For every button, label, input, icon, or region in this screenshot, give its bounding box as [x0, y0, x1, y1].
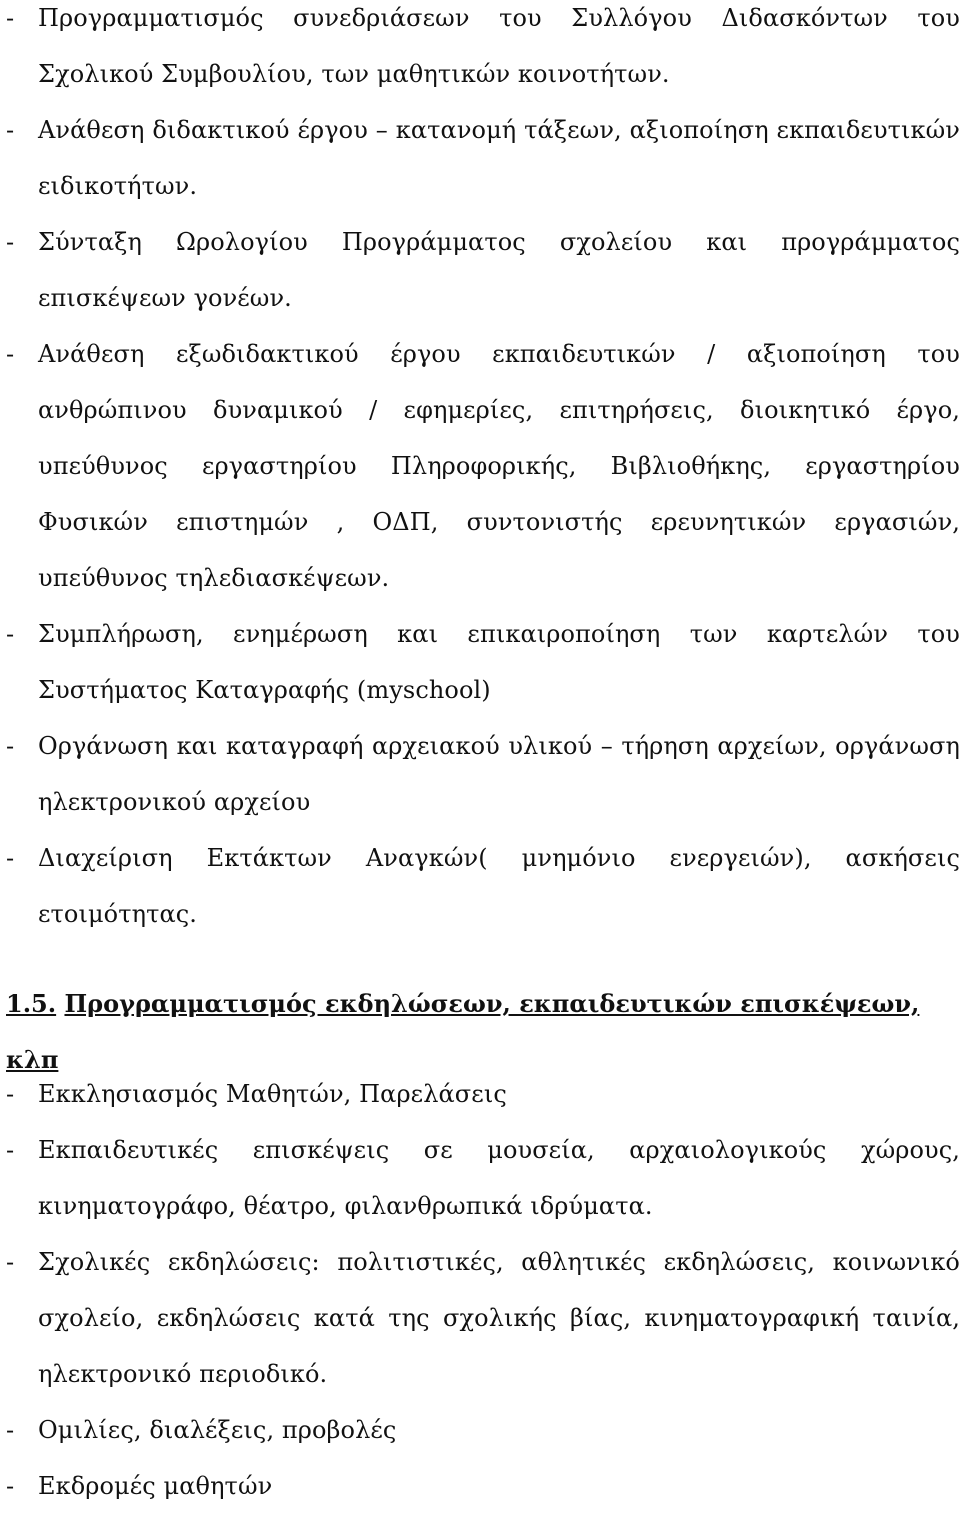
bullet-dash: -: [6, 620, 15, 648]
list-item: [0, 102, 960, 214]
list-item-text: Διαχείριση Εκτάκτων Αναγκών( μνημόνιο ενεργειών), ασκήσεις ετοιμότητας.: [38, 844, 960, 928]
list-item: [0, 1066, 960, 1122]
list-item: [0, 214, 960, 326]
list-item: [0, 1122, 960, 1234]
bullet-dash: -: [6, 732, 15, 760]
task-list-bottom: [0, 1066, 960, 1514]
bullet-dash: -: [6, 1472, 15, 1500]
bullet-dash: -: [6, 116, 15, 144]
list-item: [0, 718, 960, 830]
list-item: [0, 830, 960, 942]
bullet-dash: -: [6, 228, 15, 256]
list-item: [0, 1402, 960, 1458]
list-item-text: Σχολικές εκδηλώσεις: πολιτιστικές, αθλητικές εκδηλώσεις, κοινωνικό σχολείο, εκδηλώσεις κατά της σχολικής βίας, κινηματογραφική ταινία, ηλεκτρονικό περιοδικό.: [38, 1248, 960, 1388]
list-item: [0, 326, 960, 606]
list-item-text: Εκπαιδευτικές επισκέψεις σε μουσεία, αρχαιολογικούς χώρους, κινηματογράφο, θέατρο, φιλανθρωπικά ιδρύματα.: [38, 1136, 960, 1220]
list-item-text: Συμπλήρωση, ενημέρωση και επικαιροποίηση των καρτελών του Συστήματος Καταγραφής (myschool): [38, 620, 960, 704]
list-item-text: Ανάθεση διδακτικού έργου – κατανομή τάξεων, αξιοποίηση εκπαιδευτικών ειδικοτήτων.: [38, 116, 960, 200]
section-number: 1.5.: [6, 989, 57, 1018]
bullet-dash: -: [6, 1080, 15, 1108]
section-title: Προγραμματισμός εκδηλώσεων, εκπαιδευτικών επισκέψεων, κλπ: [6, 989, 920, 1074]
list-item: [0, 1458, 960, 1514]
list-item-text: Εκκλησιασμός Μαθητών, Παρελάσεις: [38, 1080, 507, 1108]
list-item-text: Προγραμματισμός συνεδριάσεων του Συλλόγου Διδασκόντων του Σχολικού Συμβουλίου, των μαθητικών κοινοτήτων.: [38, 4, 960, 88]
bullet-dash: -: [6, 844, 15, 872]
bullet-dash: -: [6, 1416, 15, 1444]
list-item: [0, 0, 960, 102]
bullet-dash: -: [6, 1136, 15, 1164]
list-item-text: Εκδρομές μαθητών: [38, 1472, 273, 1500]
list-item-text: Ανάθεση εξωδιδακτικού έργου εκπαιδευτικών / αξιοποίηση του ανθρώπινου δυναμικού / εφημερίες, επιτηρήσεις, διοικητικό έργο, υπεύθυνος εργαστηρίου Πληροφορικής, Βιβλιοθήκης, εργαστηρίου Φυσικών επιστημών , ΟΔΠ, συντονιστής ερευνητικών εργασιών, υπεύθυνος τηλεδιασκέψεων.: [38, 340, 960, 592]
bullet-dash: -: [6, 340, 15, 368]
bullet-dash: -: [6, 1248, 15, 1276]
list-item-text: Ομιλίες, διαλέξεις, προβολές: [38, 1416, 397, 1444]
bullet-dash: -: [6, 4, 15, 32]
list-item: [0, 606, 960, 718]
list-item: [0, 1234, 960, 1402]
list-item-text: Οργάνωση και καταγραφή αρχειακού υλικού – τήρηση αρχείων, οργάνωση ηλεκτρονικού αρχείου: [38, 732, 960, 816]
list-item-text: Σύνταξη Ωρολογίου Προγράμματος σχολείου και προγράμματος επισκέψεων γονέων.: [38, 228, 960, 312]
